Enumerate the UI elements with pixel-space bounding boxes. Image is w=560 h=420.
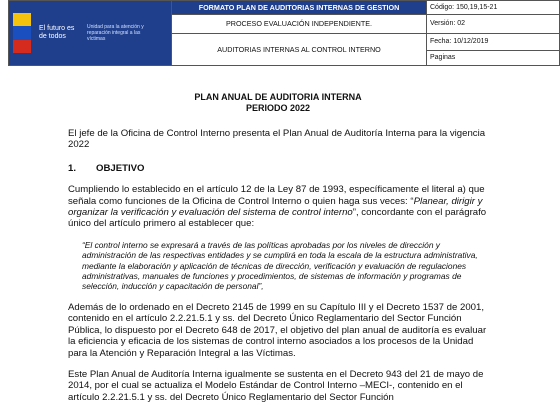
section-number: 1. [68,162,77,174]
decree-paragraph: Además de lo ordenado en el Decreto 2145 de 1999 en su Capítulo III y el Decreto 1537 de 2001, contenido en el artículo 2.2.21.5.1 y ss. del Decreto Único Reglamentario del Sector Función Pública, lo dispuesto por el Decreto 648 de 2017, el objetivo del plan anual de auditoría es evaluar la eficiencia y eficacia de los sistemas de control interno asociados a los procesos de la Unidad para la Atención y Reparación Integral a las Víctimas. [68,301,487,359]
doc-title-line1: PLAN ANUAL DE AUDITORIA INTERNA [194,92,362,102]
procedure-name: AUDITORIAS INTERNAS AL CONTROL INTERNO [172,33,427,65]
colombia-flag-icon [13,13,31,53]
p1-text-start: Cumpliendo lo establecido en el artículo 12 de la Ley 87 de 1993, específicamente el literal a) que señala como funciones de la Oficina de Control Interno o quien haga sus veces: “ [68,184,485,207]
p1-text-end: ”, concordante con el parágrafo único del artículo primero al establecer que: [68,207,487,230]
meci-paragraph: Este Plan Anual de Auditoría Interna igualmente se sustenta en el Decreto 943 del 21 de mayo de 2014, por el cual se actualiza el Modelo Estándar de Control Interno –MECI-, contenido en el artículo 2.2.21.5.1 y ss. del Decreto Único Reglamentario del Sector Función [68,368,484,403]
p1-italic-quote: Planear, dirigir y organizar la verificación y evaluación del sistema de control interno [68,195,483,219]
version-field: Versión: 02 [427,15,560,34]
pages-field: Paginas [427,50,560,65]
logo-sub-text: Unidad para la atención y reparación integral a las víctimas [87,24,144,42]
document-body [68,92,488,403]
logo-block [9,1,172,66]
doc-title-line2: PERIODO 2022 [245,103,311,113]
section-title: OBJETIVO [96,162,145,174]
objective-paragraph [68,184,488,230]
date-field: Fecha: 10/12/2019 [427,33,560,50]
logo-main-text: El futuro es de todos [39,25,75,40]
process-name: PROCESO EVALUACIÓN INDEPENDIENTE. [172,15,427,34]
code-field: Código: 150,19,15-21 [427,1,560,15]
section-objetivo-heading [68,163,488,174]
document-header [8,0,560,66]
intro-paragraph: El jefe de la Oficina de Control Interno presenta el Plan Anual de Auditoría Interna para la vigencia 2022 [68,128,486,151]
format-title: FORMATO PLAN DE AUDITORIAS INTERNAS DE GESTION [172,1,427,15]
legal-quote: “El control interno se expresará a través de las políticas aprobadas por los niveles de dirección y administración de las respectivas entidades y se cumplirá en toda la escala de la estructura administrativa, mediante la elaboración y aplicación de técnicas de dirección, verificación y evaluación de regulaciones administrativas, manuales de funciones y procedimientos, de sistemas de información y programas de selección, inducción y capacitación de personal”, [82,239,478,292]
